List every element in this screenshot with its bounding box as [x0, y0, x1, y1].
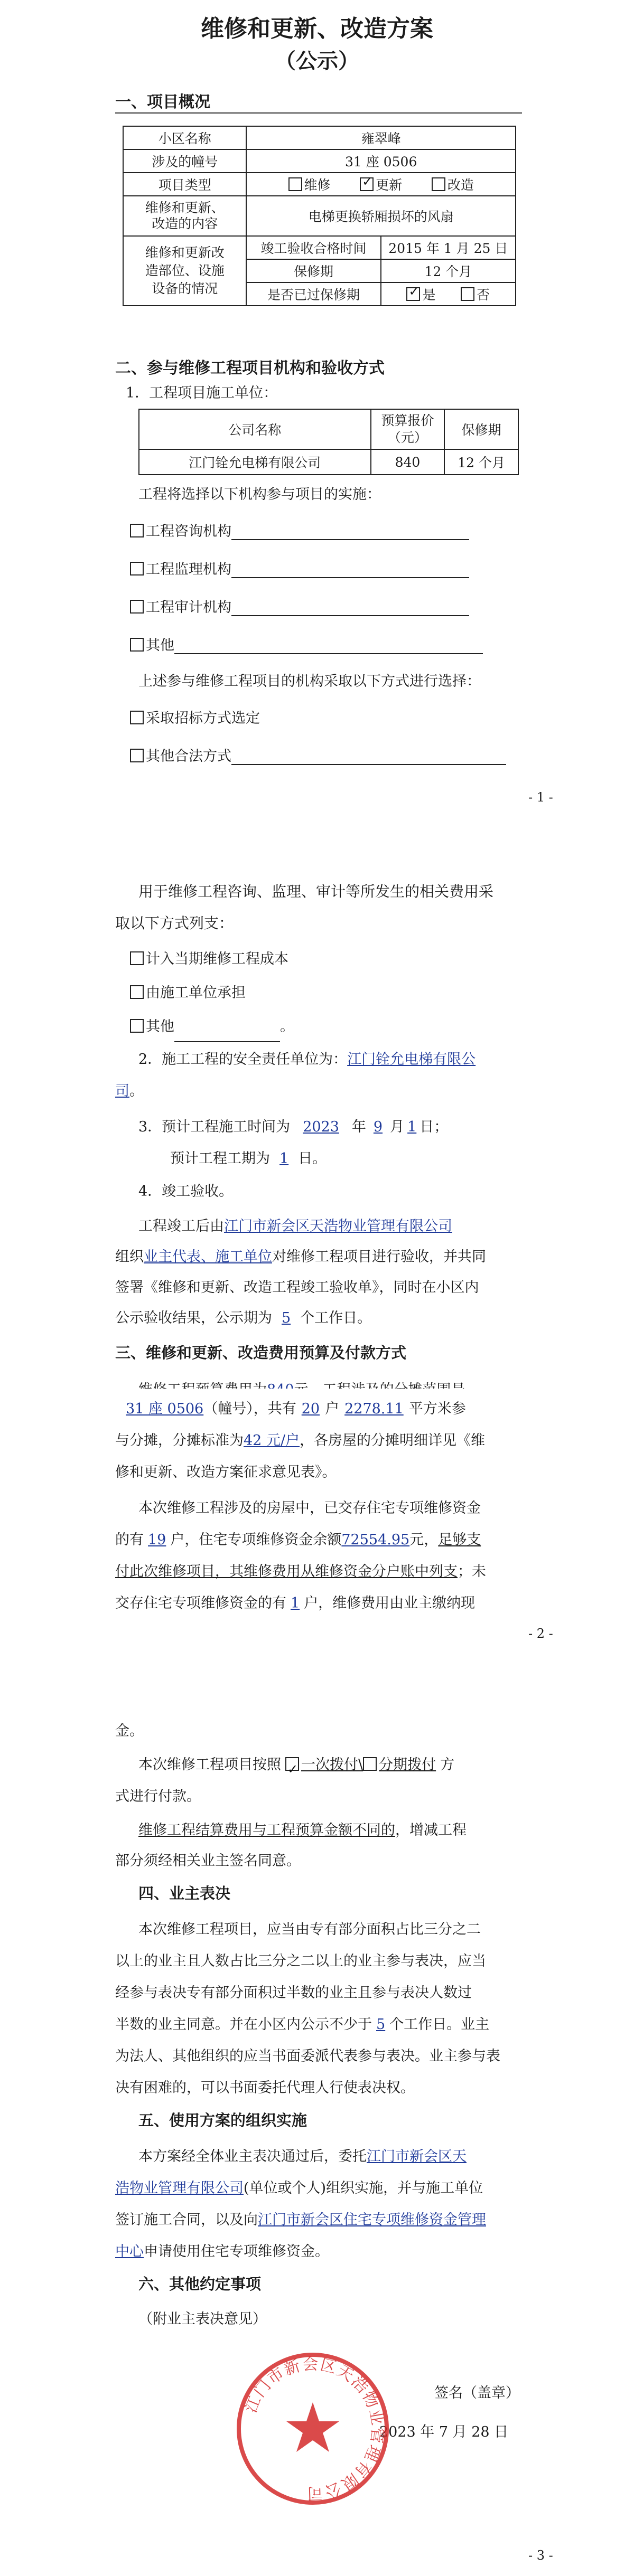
total-area: 2278.11 — [344, 1401, 404, 1417]
seal-text: 江门市新会区天浩物业管理有限公司 — [241, 2355, 387, 2503]
fund-line-4 — [115, 1588, 475, 1619]
impl-4b: 申请使用住宅专项维修资金。 — [144, 2243, 329, 2260]
fund-4c: 户，维修费用由业主缴纳现 — [304, 1595, 476, 1611]
payment-line-2: 式进行付款。 — [115, 1788, 201, 1805]
publicity-days: 5 — [282, 1310, 291, 1326]
seal-icon — [234, 2349, 392, 2508]
period: 。 — [129, 1083, 144, 1099]
accept-4a: 公示验收结果，公示期为 — [115, 1310, 272, 1326]
fee-option-other-label: 其他 — [146, 1018, 174, 1035]
org-consult-label: 工程咨询机构 — [146, 523, 231, 540]
impl-company-b: 浩物业管理有限公司 — [115, 2180, 244, 2196]
section-3-heading: 三、维修和更新、改造费用预算及付款方式 — [115, 1344, 407, 1362]
safety-unit: 江门铨允电梯有限公 — [347, 1051, 476, 1068]
budget-2f: 平方米参 — [408, 1401, 466, 1417]
method-other-label: 其他合法方式 — [146, 748, 231, 765]
acceptance-line-2 — [115, 1242, 486, 1272]
impl-3a: 签订施工合同，以及向 — [115, 2212, 258, 2228]
acceptance-time-value: 2015 年 1 月 25 日 — [381, 236, 516, 259]
blank-line — [231, 525, 469, 540]
budget-line-3 — [115, 1426, 485, 1456]
accept-2c: 对维修工程项目进行验收，并共同 — [272, 1249, 486, 1265]
fund-center-a: 江门市新会区住宅专项维修资金管理 — [258, 2212, 486, 2228]
installment-label: 分期拨付 — [379, 1757, 436, 1773]
acceptance-time-label: 竣工验收合格时间 — [246, 236, 380, 259]
contractor-name: 江门铨允电梯有限公司 — [139, 449, 371, 475]
fund-2f: 足够支 — [438, 1532, 481, 1548]
vote-4a: 半数的业主同意。并在小区内公示不少于 — [115, 2016, 372, 2033]
blank-line — [231, 563, 469, 578]
pay-1d: 方 — [440, 1757, 455, 1773]
budget-line-2 — [126, 1394, 466, 1424]
safety-unit-cont: 司 — [115, 1083, 129, 1099]
checkbox-fee-contractor[interactable] — [130, 985, 144, 999]
diff-line-1 — [138, 1815, 467, 1846]
section-6-heading: 六、其他约定事项 — [138, 2275, 262, 2293]
accept-4c: 个工作日。 — [300, 1310, 372, 1326]
household-count: 20 — [301, 1401, 320, 1417]
page-3 — [0, 1389, 634, 2576]
vote-line-6: 决有困难的，可以书面委托代理人行使表决权。 — [115, 2080, 415, 2096]
checkbox-repair[interactable] — [288, 177, 302, 191]
community-value: 雍翠峰 — [246, 126, 516, 149]
fund-line-1: 本次维修工程涉及的房屋中，已交存住宅专项维修资金 — [138, 1500, 481, 1516]
item-3-label: 3．预计工程施工时间为 — [138, 1119, 291, 1135]
duration-unit: 日。 — [298, 1150, 327, 1167]
pay-1a: 本次维修工程项目按照 — [138, 1757, 281, 1773]
fund-2a: 的有 — [115, 1532, 144, 1548]
page-number-1: - 1 - — [528, 790, 553, 805]
budget-2b: （幢号），共有 — [203, 1401, 296, 1417]
impl-company-a: 江门市新会区天 — [367, 2148, 467, 2165]
cont-cash: 金。 — [115, 1723, 144, 1739]
yes-label: 是 — [422, 287, 436, 303]
fee-text-2: 取以下方式列支： — [115, 914, 234, 932]
signature-label: 签名（盖章） — [434, 2385, 520, 2401]
budget-building: 31 座 0506 — [126, 1401, 204, 1417]
fee-text-1: 用于维修工程咨询、监理、审计等所发生的相关费用采 — [138, 883, 494, 900]
checkbox-installment[interactable] — [363, 1757, 377, 1771]
vote-publicity-days: 5 — [376, 2016, 386, 2033]
choose-text: 工程将选择以下机构参与项目的实施： — [138, 486, 381, 503]
page-2 — [0, 845, 634, 1389]
section-2-heading: 二、参与维修工程项目机构和验收方式 — [115, 359, 385, 378]
paid-households: 19 — [148, 1532, 166, 1548]
warranty-value: 12 个月 — [381, 259, 516, 282]
item-3b — [170, 1144, 327, 1174]
fund-3b: ；未 — [458, 1563, 486, 1580]
impl-line-4 — [115, 2237, 329, 2267]
fund-balance: 72554.95 — [341, 1532, 410, 1548]
budget-3a: 与分摊，分摊标准为 — [115, 1432, 244, 1449]
signature-date: 2023 年 7 月 28 日 — [379, 2424, 509, 2440]
start-day: 1 — [407, 1119, 417, 1135]
annex-note: （附业主表决意见） — [138, 2311, 267, 2327]
over-warranty-options — [381, 282, 516, 306]
vote-line-3: 经参与表决专有部分面积过半数的业主且参与表决人数过 — [115, 1985, 472, 2001]
duration-label: 预计工程工期为 — [170, 1150, 270, 1167]
fee-option-contractor — [130, 978, 246, 1008]
fund-line-3 — [115, 1556, 486, 1587]
method-tender — [130, 706, 260, 727]
fee-option-contractor-label: 由施工单位承担 — [146, 985, 246, 1001]
property-company: 江门市新会区天浩物业管理有限公司 — [224, 1218, 452, 1234]
org-supervise-label: 工程监理机构 — [146, 561, 231, 578]
start-month: 9 — [373, 1119, 383, 1135]
checkbox-renovate[interactable] — [432, 177, 445, 191]
share-standard: 42 元/户 — [244, 1432, 300, 1449]
contractor-col-warranty: 保修期 — [444, 409, 518, 449]
doc-subtitle: （公示） — [275, 49, 359, 73]
price-header-2: （元） — [387, 430, 427, 445]
item-2-cont — [115, 1076, 144, 1107]
over-warranty-label: 是否已过保修期 — [246, 282, 380, 306]
item-1-text: 1．工程项目施工单位： — [126, 385, 278, 401]
payment-line-1 — [138, 1750, 454, 1780]
impl-line-2 — [115, 2173, 483, 2204]
blank-line — [174, 1027, 280, 1042]
month-unit: 月 — [390, 1119, 405, 1135]
blank-line — [231, 601, 469, 616]
contractor-price: 840 — [371, 449, 445, 475]
impl-line-3 — [115, 2205, 486, 2235]
fund-line-2 — [115, 1525, 481, 1555]
contractor-col-name: 公司名称 — [139, 409, 371, 449]
payment-choice: ✓ 一次拨付\ 分期拨付 — [281, 1757, 440, 1773]
accept-parties: 业主代表、施工单位 — [144, 1249, 272, 1265]
item-2-label: 2．施工工程的安全责任单位为： — [138, 1051, 348, 1068]
org-other-label: 其他 — [146, 637, 174, 654]
checkbox-no[interactable] — [461, 287, 474, 301]
start-year: 2023 — [303, 1119, 339, 1135]
fund-2c: 户，住宅专项维修资金余额 — [170, 1532, 342, 1548]
section-1-heading: 一、项目概况 — [115, 93, 210, 111]
unpaid-households: 1 — [291, 1595, 300, 1611]
equipment-label — [123, 236, 246, 306]
checkbox-audit[interactable] — [130, 600, 144, 614]
checkbox-other-org[interactable] — [130, 638, 144, 652]
budget-3c: ，各房屋的分摊明细详见《维 — [300, 1432, 486, 1449]
type-repair-label: 维修 — [304, 177, 331, 193]
checkbox-tender[interactable] — [130, 711, 144, 724]
acceptance-line-3: 签署《维修和更新、改造工程竣工验收单》，同时在小区内 — [115, 1279, 479, 1296]
content-label-line2: 改造的内容 — [152, 216, 218, 231]
price-header-1: 预算报价 — [381, 413, 434, 428]
checkbox-other-method[interactable] — [130, 749, 144, 762]
org-audit — [130, 596, 469, 616]
divider — [115, 112, 522, 114]
checkbox-consult[interactable] — [130, 524, 144, 537]
section-4-heading: 四、业主表决 — [138, 1884, 231, 1902]
checkbox-fee-other[interactable] — [130, 1019, 144, 1033]
org-consult — [130, 520, 469, 540]
fee-option-other — [130, 1012, 294, 1042]
type-options — [246, 173, 516, 196]
company-seal — [234, 2349, 392, 2508]
acceptance-line-4 — [115, 1303, 371, 1334]
content-label — [123, 196, 246, 236]
day-unit: 日； — [419, 1119, 449, 1135]
budget-2d: 户 — [325, 1401, 340, 1417]
content-value: 电梯更换轿厢损坏的风扇 — [246, 196, 516, 236]
type-label: 项目类型 — [123, 173, 246, 196]
project-overview-table — [123, 126, 516, 306]
doc-title: 维修和更新、改造方案 — [201, 15, 433, 42]
contractor-col-price — [371, 409, 445, 449]
diff-1b: ，增减工程 — [395, 1822, 467, 1838]
community-label: 小区名称 — [123, 126, 246, 149]
diff-line-2: 部分须经相关业主签名同意。 — [115, 1853, 301, 1869]
vote-4c: 个工作日。业主 — [389, 2016, 490, 2033]
vote-line-2: 以上的业主且人数占比三分之二以上的业主参与表决，应当 — [115, 1953, 486, 1969]
method-other — [130, 744, 506, 765]
building-label: 涉及的幢号 — [123, 149, 246, 173]
acceptance-line-1 — [138, 1211, 452, 1242]
type-update-label: 更新 — [376, 177, 403, 193]
fund-3a: 付此次维修项目，其维修费用从维修资金分户账中列支 — [115, 1563, 458, 1580]
org-supervise — [130, 558, 469, 578]
impl-1a: 本方案经全体业主表决通过后，委托 — [138, 2148, 367, 2165]
duration-value: 1 — [279, 1150, 289, 1167]
impl-2b: (单位或个人)组织实施，并与施工单位 — [244, 2180, 483, 2196]
item-2 — [138, 1044, 476, 1075]
checkbox-one-time[interactable] — [285, 1757, 299, 1771]
org-other — [130, 634, 483, 654]
fund-center-b: 中心 — [115, 2243, 144, 2260]
fund-2e: 元， — [409, 1532, 439, 1548]
page-1 — [0, 0, 634, 845]
contractor-table — [138, 409, 519, 475]
equip-label-line1: 维修和更新改 — [145, 245, 225, 260]
blank-line — [231, 750, 506, 765]
checkbox-yes[interactable] — [406, 287, 420, 301]
equip-label-line2: 造部位、设施 — [145, 263, 225, 278]
fund-4a: 交存住宅专项维修资金的有 — [115, 1595, 286, 1611]
checkbox-update[interactable] — [360, 177, 374, 191]
item-4: 4．竣工验收。 — [138, 1183, 234, 1200]
no-label: 否 — [477, 287, 490, 303]
vote-line-5: 为法人、其他组织的应当书面委派代表参与表决。业主参与表 — [115, 2048, 500, 2064]
checkbox-fee-cost[interactable] — [130, 951, 144, 965]
page-number-2: - 2 - — [528, 1626, 553, 1641]
diff-1a: 维修工程结算费用与工程预算金额不同的 — [138, 1822, 395, 1838]
year-unit: 年 — [351, 1119, 366, 1135]
org-audit-label: 工程审计机构 — [146, 599, 231, 616]
period: 。 — [280, 1018, 294, 1035]
accept-2a: 组织 — [115, 1249, 144, 1265]
fee-option-cost-label: 计入当期维修工程成本 — [146, 951, 288, 967]
content-label-line1: 维修和更新、 — [145, 200, 225, 215]
accept-1a: 工程竣工后由 — [138, 1218, 224, 1234]
contractor-warranty: 12 个月 — [444, 449, 518, 475]
page-number-3: - 3 - — [528, 2548, 553, 2563]
budget-line-4: 修和更新、改造方案征求意见表》。 — [115, 1464, 337, 1480]
warranty-label: 保修期 — [246, 259, 380, 282]
fee-option-cost — [130, 944, 288, 975]
vote-line-4 — [115, 2009, 489, 2040]
one-time-label: 一次拨付 — [301, 1757, 358, 1773]
blank-line — [174, 639, 483, 654]
section-5-heading: 五、使用方案的组织实施 — [138, 2111, 307, 2129]
building-value: 31 座 0506 — [246, 149, 516, 173]
method-tender-label: 采取招标方式选定 — [146, 710, 260, 726]
impl-line-1 — [138, 2141, 467, 2172]
equip-label-line3: 设备的情况 — [152, 281, 218, 296]
select-text: 上述参与维修工程项目的机构采取以下方式进行选择： — [138, 673, 481, 690]
vote-line-1: 本次维修工程项目，应当由专有部分面积占比三分之二 — [138, 1921, 481, 1938]
checkbox-supervise[interactable] — [130, 562, 144, 575]
item-3 — [138, 1112, 448, 1143]
type-renovate-label: 改造 — [447, 177, 474, 193]
